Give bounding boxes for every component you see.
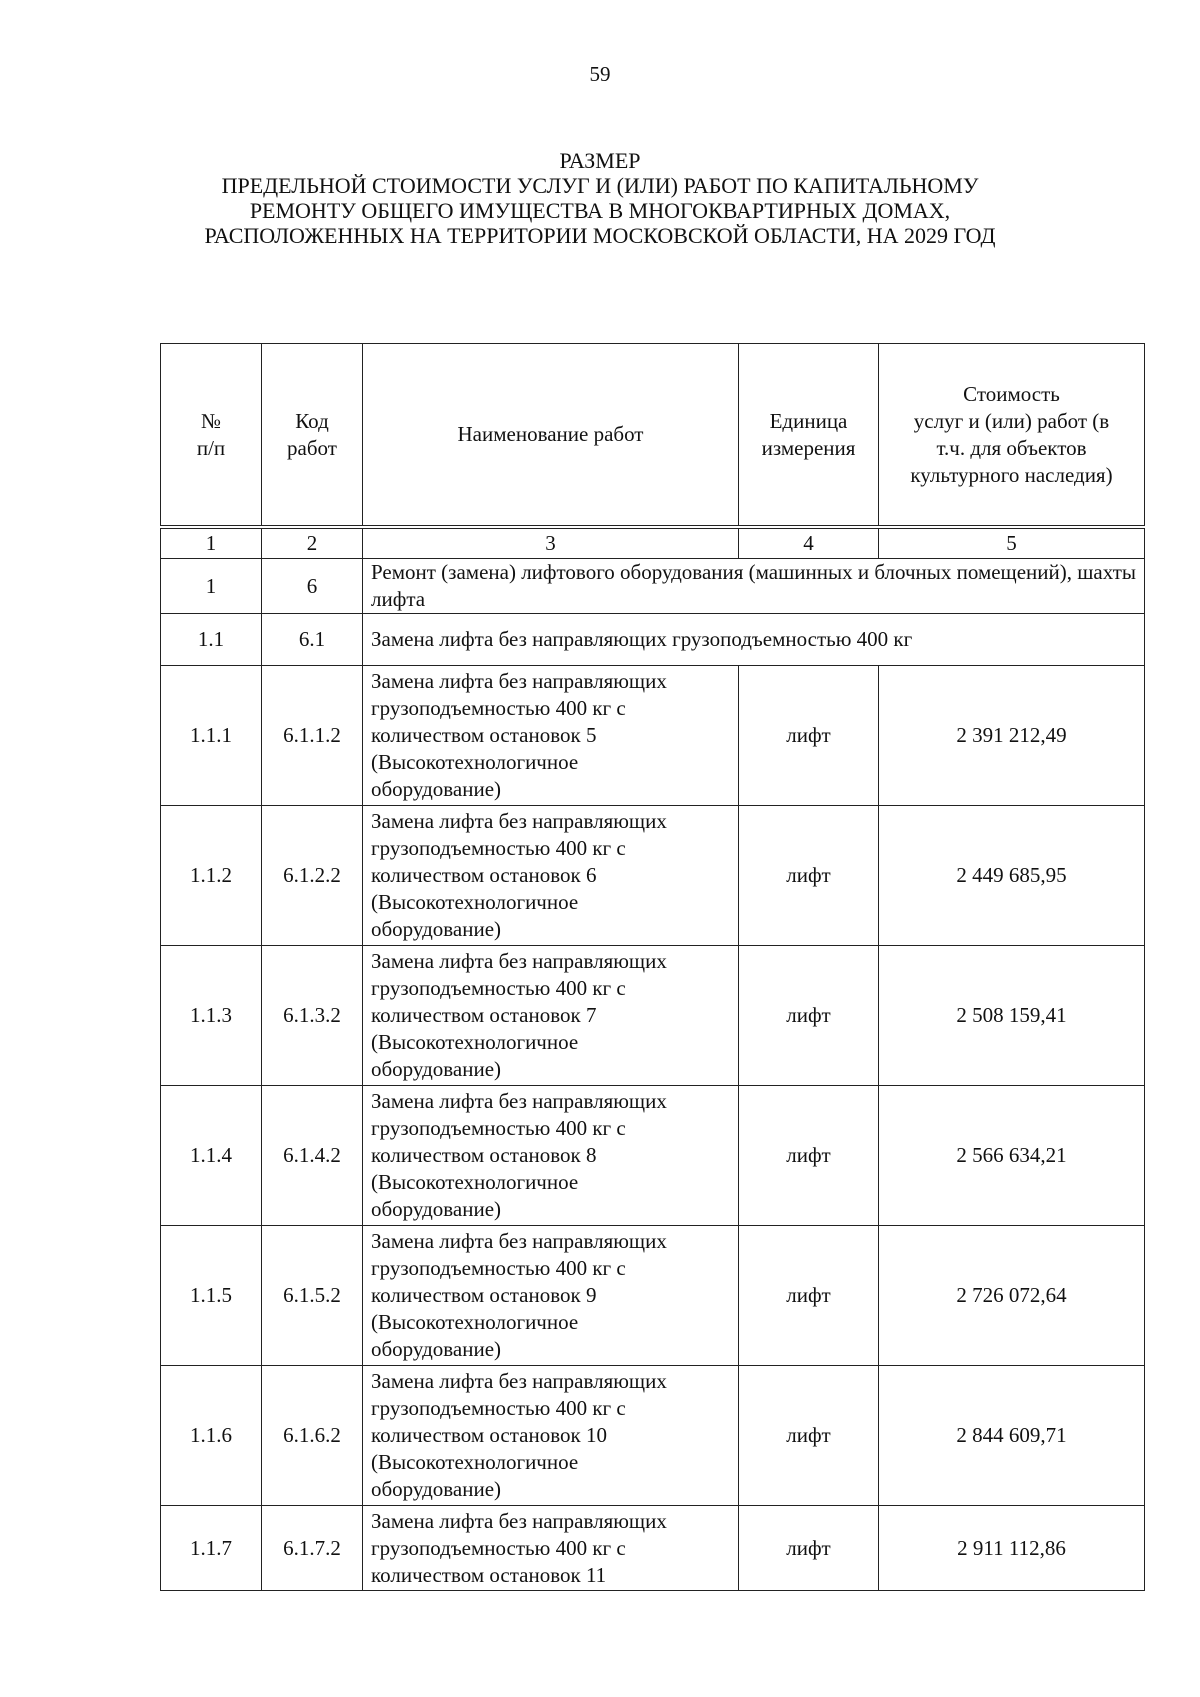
row-unit: лифт xyxy=(739,1506,879,1591)
subsection-row xyxy=(161,614,1145,666)
row-unit: лифт xyxy=(739,1226,879,1366)
row-cost: 2 911 112,86 xyxy=(879,1506,1145,1591)
row-num: 1.1.1 xyxy=(161,666,262,806)
row-name: Замена лифта без направляющих грузоподъемностью 400 кг с количеством остановок 9 (Высокотехнологичное оборудование) xyxy=(363,1226,739,1366)
row-code: 6.1.3.2 xyxy=(262,946,363,1086)
row-name: Замена лифта без направляющих грузоподъемностью 400 кг с количеством остановок 5 (Высокотехнологичное оборудование) xyxy=(363,666,739,806)
section-code: 6 xyxy=(262,559,363,614)
row-num: 1.1.3 xyxy=(161,946,262,1086)
column-number: 1 xyxy=(161,527,262,559)
row-code: 6.1.1.2 xyxy=(262,666,363,806)
page-number: 59 xyxy=(589,62,611,86)
row-cost: 2 566 634,21 xyxy=(879,1086,1145,1226)
table-row xyxy=(161,946,1145,1086)
row-num: 1.1.4 xyxy=(161,1086,262,1226)
column-number: 2 xyxy=(262,527,363,559)
row-name: Замена лифта без направляющих грузоподъемностью 400 кг с количеством остановок 11 xyxy=(363,1506,739,1591)
subsection-code: 6.1 xyxy=(262,614,363,666)
row-cost: 2 726 072,64 xyxy=(879,1226,1145,1366)
row-cost: 2 391 212,49 xyxy=(879,666,1145,806)
title-line: РАСПОЛОЖЕННЫХ НА ТЕРРИТОРИИ МОСКОВСКОЙ ОБЛАСТИ, НА 2029 ГОД xyxy=(204,223,996,248)
title-line: ПРЕДЕЛЬНОЙ СТОИМОСТИ УСЛУГ И (ИЛИ) РАБОТ ПО КАПИТАЛЬНОМУ xyxy=(221,173,979,198)
column-number: 4 xyxy=(739,527,879,559)
subsection-name: Замена лифта без направляющих грузоподъемностью 400 кг xyxy=(363,614,1145,666)
header-row xyxy=(161,344,1145,528)
row-num: 1.1.6 xyxy=(161,1366,262,1506)
row-code: 6.1.2.2 xyxy=(262,806,363,946)
row-unit: лифт xyxy=(739,1366,879,1506)
section-row xyxy=(161,559,1145,614)
section-name: Ремонт (замена) лифтового оборудования (машинных и блочных помещений), шахты лифта xyxy=(363,559,1145,614)
row-unit: лифт xyxy=(739,946,879,1086)
table-row xyxy=(161,1366,1145,1506)
row-unit: лифт xyxy=(739,806,879,946)
row-num: 1.1.5 xyxy=(161,1226,262,1366)
table-row xyxy=(161,1506,1145,1591)
table-row xyxy=(161,806,1145,946)
row-name: Замена лифта без направляющих грузоподъемностью 400 кг с количеством остановок 6 (Высокотехнологичное оборудование) xyxy=(363,806,739,946)
row-cost: 2 508 159,41 xyxy=(879,946,1145,1086)
column-number-row xyxy=(161,527,1145,559)
row-unit: лифт xyxy=(739,1086,879,1226)
section-num: 1 xyxy=(161,559,262,614)
header-num: № п/п xyxy=(161,344,262,528)
header-unit: Единица измерения xyxy=(739,344,879,528)
row-name: Замена лифта без направляющих грузоподъемностью 400 кг с количеством остановок 10 (Высокотехнологичное оборудование) xyxy=(363,1366,739,1506)
header-code: Код работ xyxy=(262,344,363,528)
column-number: 5 xyxy=(879,527,1145,559)
table-body xyxy=(161,344,1145,1591)
row-cost: 2 844 609,71 xyxy=(879,1366,1145,1506)
row-code: 6.1.6.2 xyxy=(262,1366,363,1506)
header-name: Наименование работ xyxy=(363,344,739,528)
header-cost: Стоимость услуг и (или) работ (в т.ч. для объектов культурного наследия) xyxy=(879,344,1145,528)
row-name: Замена лифта без направляющих грузоподъемностью 400 кг с количеством остановок 8 (Высокотехнологичное оборудование) xyxy=(363,1086,739,1226)
row-code: 6.1.7.2 xyxy=(262,1506,363,1591)
row-code: 6.1.5.2 xyxy=(262,1226,363,1366)
document-title xyxy=(150,148,1050,248)
table-row xyxy=(161,666,1145,806)
row-unit: лифт xyxy=(739,666,879,806)
table-row xyxy=(161,1086,1145,1226)
title-line: РЕМОНТУ ОБЩЕГО ИМУЩЕСТВА В МНОГОКВАРТИРНЫХ ДОМАХ, xyxy=(249,198,951,223)
row-num: 1.1.7 xyxy=(161,1506,262,1591)
price-table xyxy=(160,343,1145,1591)
column-number: 3 xyxy=(363,527,739,559)
table-row xyxy=(161,1226,1145,1366)
title-line: РАЗМЕР xyxy=(559,148,641,173)
row-code: 6.1.4.2 xyxy=(262,1086,363,1226)
row-cost: 2 449 685,95 xyxy=(879,806,1145,946)
row-name: Замена лифта без направляющих грузоподъемностью 400 кг с количеством остановок 7 (Высокотехнологичное оборудование) xyxy=(363,946,739,1086)
row-num: 1.1.2 xyxy=(161,806,262,946)
subsection-num: 1.1 xyxy=(161,614,262,666)
